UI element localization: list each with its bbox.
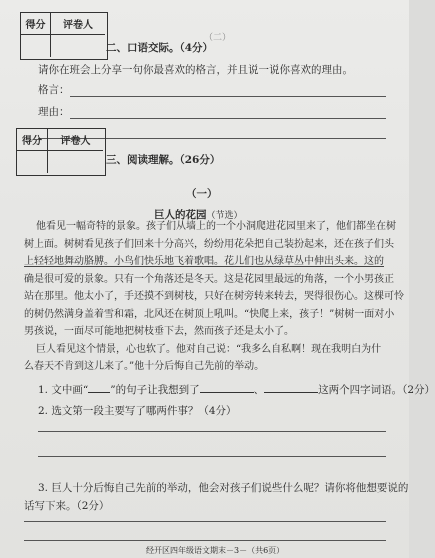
- page-footer: 经开区四年级语文期末－3－（共6页）: [146, 546, 285, 555]
- q1-answer-blank-1[interactable]: [200, 392, 254, 393]
- grader-cell[interactable]: [48, 150, 103, 173]
- q2-answer-line-1[interactable]: [38, 431, 386, 432]
- question-3-line-1: 3. 巨人十分后悔自己先前的举动，他会对孩子们说些什么呢？请你将他想要说的: [38, 482, 409, 494]
- section3-title: 三、阅读理解。（26分）: [106, 154, 221, 166]
- passage-line: 上轻轻地舞动胳膊。小鸟们快乐地飞着歌唱。花儿们也从绿草丛中伸出头来。这的: [24, 256, 384, 267]
- question-1: 1. 文中画“ ”的句子让我想到了 、 这两个四字词语。（2分）: [38, 384, 435, 396]
- q1-mid: ”的句子让我想到了: [110, 384, 200, 396]
- question-2: 2. 选文第一段主要写了哪两件事？（4分）: [38, 405, 237, 417]
- passage-line: 男孩说，一面尽可能地把树枝垂下去，然而孩子还是太小了。: [24, 326, 294, 337]
- passage-body: [24, 218, 404, 376]
- q1-answer-blank-2[interactable]: [264, 392, 318, 393]
- grader-label: 评卷人: [63, 20, 93, 31]
- passage-line: 他看见一幅奇特的景象。孩子们从墙上的一个小洞爬进花园里来了，他们都坐在树: [36, 221, 396, 232]
- score-cell[interactable]: [17, 150, 48, 173]
- passage-line: 的树仍然满身盖着雪和霜，北风还在树顶上吼叫。“快爬上来，孩子！”树树一面对小: [24, 308, 395, 320]
- reason-answer-line-1[interactable]: [70, 118, 386, 119]
- part-label: （一）: [186, 188, 218, 200]
- score-cell[interactable]: [21, 34, 51, 57]
- q2-answer-line-2[interactable]: [38, 456, 386, 457]
- section2-instruction: 请你在班会上分享一句你最喜欢的格言，并且说一说你喜欢的理由。: [38, 64, 353, 76]
- grader-label: 评卷人: [60, 136, 91, 147]
- question-3-line-2: 话写下来。（2分）: [24, 500, 110, 512]
- score-box-top: [20, 12, 108, 60]
- passage-line: 么春天不肯到这儿来了。”他十分后悔自己先前的举动。: [24, 361, 265, 372]
- grader-cell[interactable]: [51, 34, 105, 57]
- motto-answer-line[interactable]: [70, 96, 386, 97]
- q1-suffix: 这两个四字词语。（2分）: [318, 384, 435, 396]
- motto-label: 格言：: [38, 84, 70, 96]
- q3-answer-line-2[interactable]: [24, 540, 386, 541]
- passage-note: （节选）: [206, 211, 243, 221]
- score-box-mid: [16, 128, 106, 176]
- score-label: 得分: [21, 13, 51, 34]
- passage-line: 站在那里。他太小了，手还摸不到树枝，只好在树旁转来转去，哭得很伤心。这棵可怜: [24, 291, 404, 302]
- passage-line: 树上面。树树看见孩子们回来十分高兴，纷纷用花朵把自己装扮起来，还在孩子们头: [24, 238, 394, 250]
- q1-mark-blank: [88, 392, 110, 393]
- passage-title: 巨人的花园: [154, 209, 207, 221]
- q3-answer-line-1[interactable]: [24, 521, 386, 522]
- passage-line: 确是很可爱的景象。只有一个角落还是冬天。这是花园里最远的角落，一个小男孩正: [24, 273, 394, 285]
- reason-label: 理由：: [38, 106, 70, 118]
- passage-line: 巨人看见这个情景，心也软了。他对自己说：“我多么自私啊！现在我明白为什: [36, 343, 382, 355]
- section2-title: 二、口语交际。（4分）: [106, 42, 214, 54]
- faint-mark: （二）: [204, 33, 232, 43]
- q1-prefix: 1. 文中画“: [38, 384, 89, 396]
- score-label: 得分: [17, 129, 48, 150]
